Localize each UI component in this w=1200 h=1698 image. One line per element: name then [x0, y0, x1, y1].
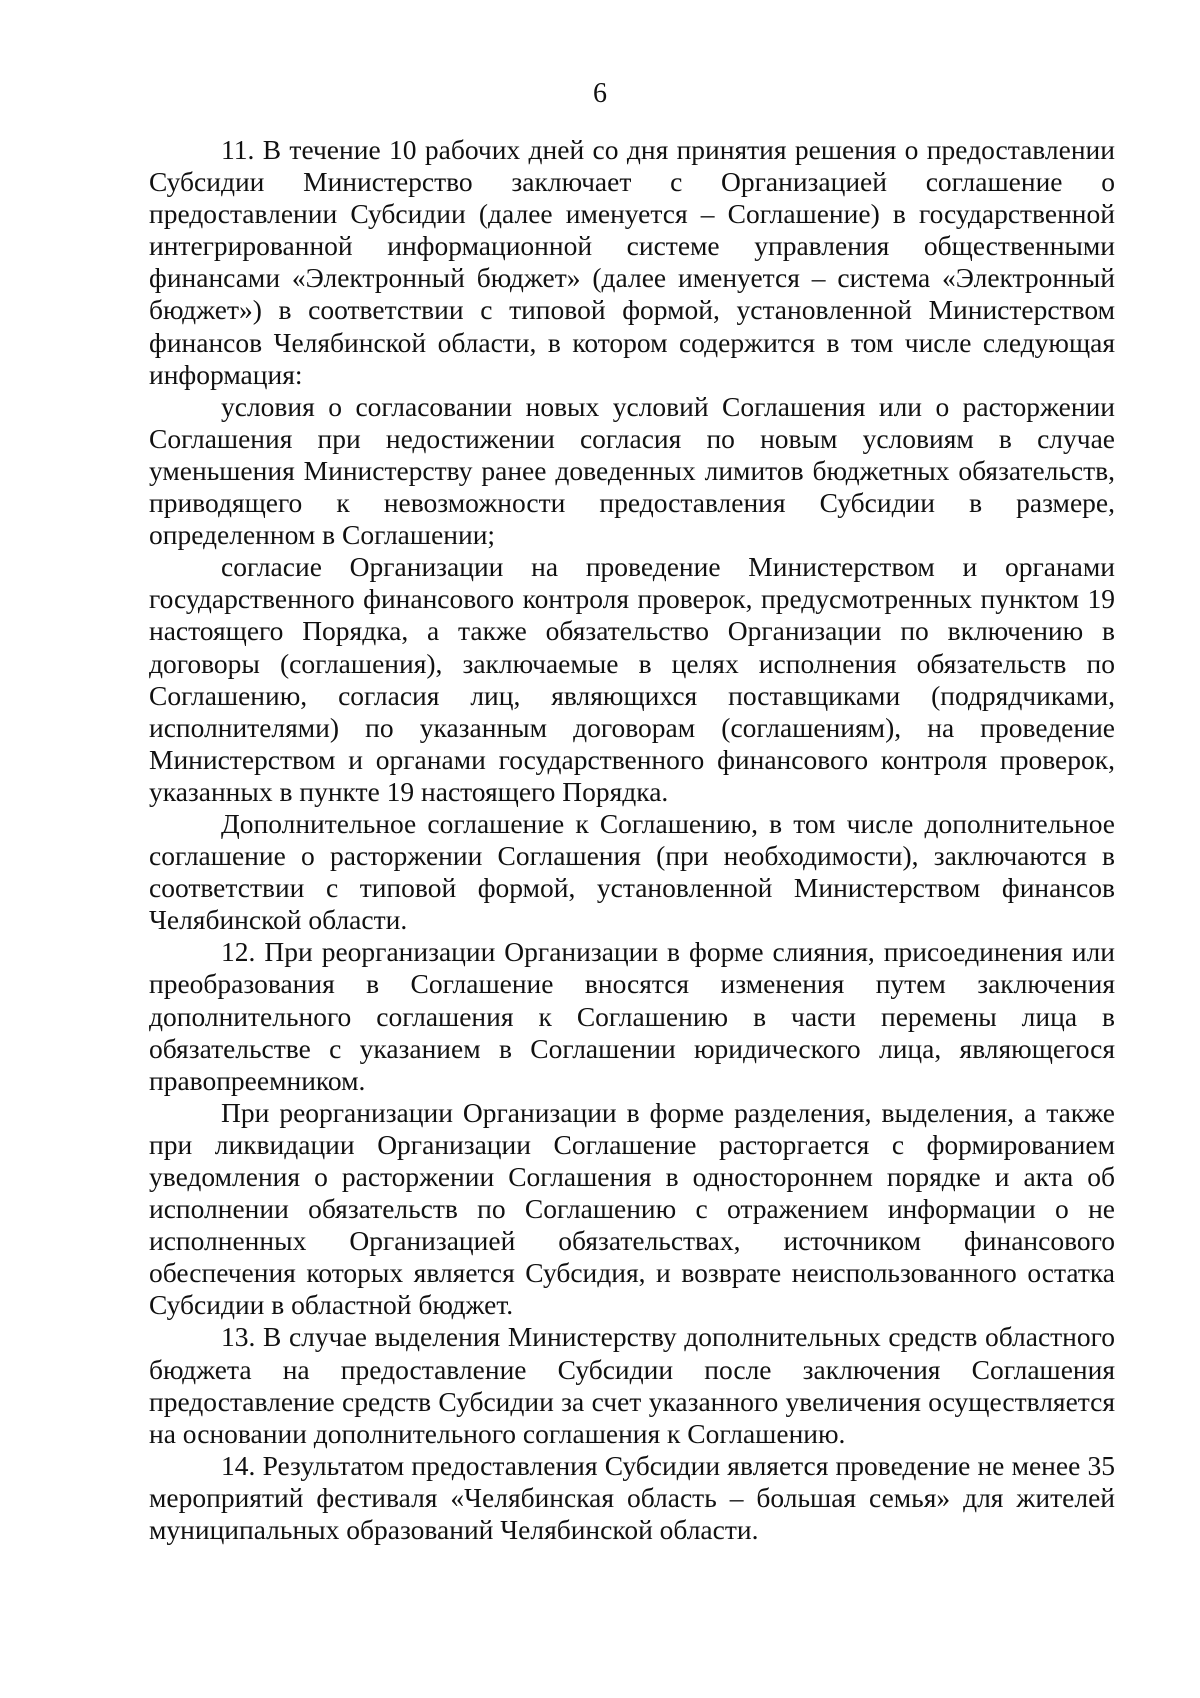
paragraph-11: 11. В течение 10 рабочих дней со дня принятия решения о предоставлении Субсидии Министерство заключает с Организацией соглашение о предоставлении Субсидии (далее именуется – Соглашение) в государственной интегрированной информационной системе управления общественными финансами «Электронный бюджет» (далее именуется – система «Электронный бюджет») в соответствии с типовой формой, установленной Министерством финансов Челябинской области, в котором содержится в том числе следующая информация: [149, 134, 1115, 390]
paragraph-11-condition-termination: условия о согласовании новых условий Соглашения или о расторжении Соглашения при недостижении согласия по новым условиям в случае уменьшения Министерству ранее доведенных лимитов бюджетных обязательств, приводящего к невозможности предоставления Субсидии в размере, определенном в Соглашении; [149, 390, 1115, 551]
page-number: 6 [593, 78, 607, 109]
paragraph-11-consent-inspections: согласие Организации на проведение Министерством и органами государственного финансового контроля проверок, предусмотренных пунктом 19 настоящего Порядка, а также обязательство Организации по включению в договоры (соглашения), заключаемые в целях исполнения обязательств по Соглашению, согласия лиц, являющихся поставщиками (подрядчиками, исполнителями) по указанным договорам (соглашениям), на проведение Министерством и органами государственного финансового контроля проверок, указанных в пункте 19 настоящего Порядка. [149, 551, 1115, 807]
paragraph-13: 13. В случае выделения Министерству дополнительных средств областного бюджета на предоставление Субсидии после заключения Соглашения предоставление средств Субсидии за счет указанного увеличения осуществляется на основании дополнительного соглашения к Соглашению. [149, 1321, 1115, 1449]
paragraph-14: 14. Результатом предоставления Субсидии является проведение не менее 35 мероприятий фестиваля «Челябинская область – большая семья» для жителей муниципальных образований Челябинской области. [149, 1449, 1115, 1546]
document-body [149, 134, 1115, 1546]
paragraph-12: 12. При реорганизации Организации в форме слияния, присоединения или преобразования в Соглашение вносятся изменения путем заключения дополнительного соглашения к Соглашению в части перемены лица в обязательстве с указанием в Соглашении юридического лица, являющегося правопреемником. [149, 936, 1115, 1096]
paragraph-11-additional-agreement: Дополнительное соглашение к Соглашению, в том числе дополнительное соглашение о расторжении Соглашения (при необходимости), заключаются в соответствии с типовой формой, установленной Министерством финансов Челябинской области. [149, 807, 1115, 936]
paragraph-12-liquidation: При реорганизации Организации в форме разделения, выделения, а также при ликвидации Организации Соглашение расторгается с формированием уведомления о расторжении Соглашения в одностороннем порядке и акта об исполнении обязательств по Соглашению с отражением информации о не исполненных Организацией обязательствах, источником финансового обеспечения которых является Субсидия, и возврате неиспользованного остатка Субсидии в областной бюджет. [149, 1096, 1115, 1321]
